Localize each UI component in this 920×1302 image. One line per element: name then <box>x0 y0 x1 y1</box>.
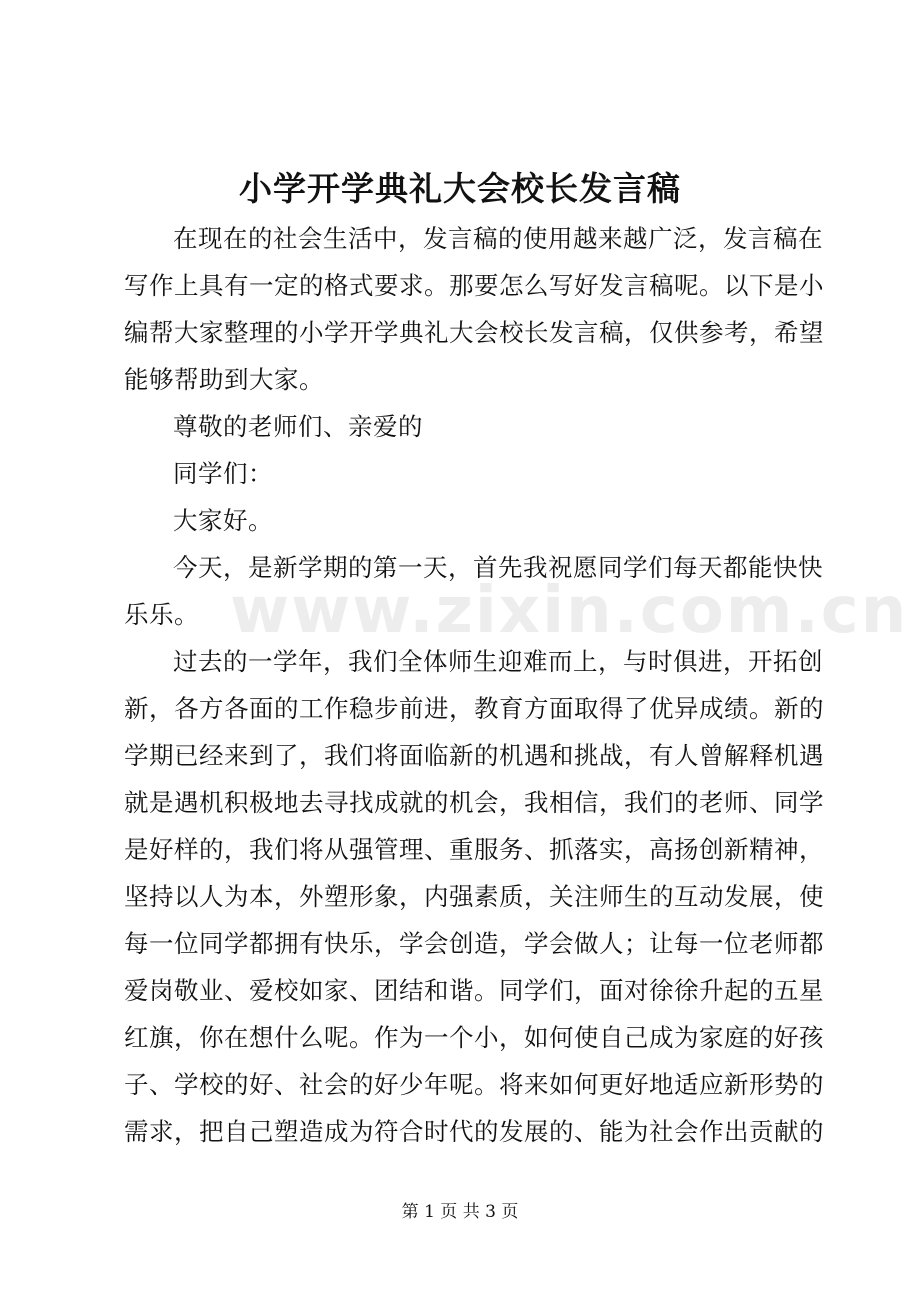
paragraph-past-year <box>124 638 824 1155</box>
text-line: 大家好。 <box>173 506 273 535</box>
page-footer: 第 1 页 共 3 页 <box>401 1202 519 1222</box>
document-body <box>124 215 909 1155</box>
text-line: 乐乐。 <box>124 600 199 629</box>
text-line: 新，各方各面的工作稳步前进，教育方面取得了优异成绩。新的 <box>124 694 824 723</box>
paragraph-today <box>124 544 823 638</box>
text-line: 在现在的社会生活中，发言稿的使用越来越广泛，发言稿在 <box>173 224 823 253</box>
paragraph-greeting <box>124 497 808 544</box>
text-line: 就是遇机积极地去寻找成就的机会，我相信，我们的老师、同学 <box>124 788 824 817</box>
text-line: 子、学校的好、社会的好少年呢。将来如何更好地适应新形势的 <box>124 1070 824 1099</box>
text-line: 能够帮助到大家。 <box>124 365 324 394</box>
text-line: 需求，把自己塑造成为符合时代的发展的、能为社会作出贡献的 <box>124 1117 824 1146</box>
text-line: 是好样的，我们将从强管理、重服务、抓落实，高扬创新精神， <box>124 835 824 864</box>
paragraph-intro <box>124 215 824 403</box>
text-line: 爱岗敬业、爱校如家、团结和谐。同学们，面对徐徐升起的五星 <box>124 976 824 1005</box>
paragraph-salutation-2 <box>124 450 808 497</box>
text-line: 编帮大家整理的小学开学典礼大会校长发言稿，仅供参考，希望 <box>124 318 824 347</box>
text-line: 同学们： <box>173 459 273 488</box>
text-line: 今天，是新学期的第一天，首先我祝愿同学们每天都能快快 <box>173 553 823 582</box>
watermark: www.zixin.com.cn <box>230 574 909 648</box>
text-line: 红旗，你在想什么呢。作为一个小，如何使自己成为家庭的好孩 <box>124 1023 824 1052</box>
text-line: 尊敬的老师们、亲爱的 <box>173 412 423 441</box>
text-line: 过去的一学年，我们全体师生迎难而上，与时俱进，开拓创 <box>173 647 823 676</box>
document-title: 小学开学典礼大会校长发言稿 <box>239 169 681 208</box>
text-line: 写作上具有一定的格式要求。那要怎么写好发言稿呢。以下是小 <box>124 271 824 300</box>
text-line: 每一位同学都拥有快乐，学会创造，学会做人；让每一位老师都 <box>124 929 824 958</box>
text-line: 学期已经来到了，我们将面临新的机遇和挑战，有人曾解释机遇 <box>124 741 824 770</box>
paragraph-salutation-1 <box>124 403 808 450</box>
text-line: 坚持以人为本，外塑形象，内强素质，关注师生的互动发展，使 <box>124 882 824 911</box>
